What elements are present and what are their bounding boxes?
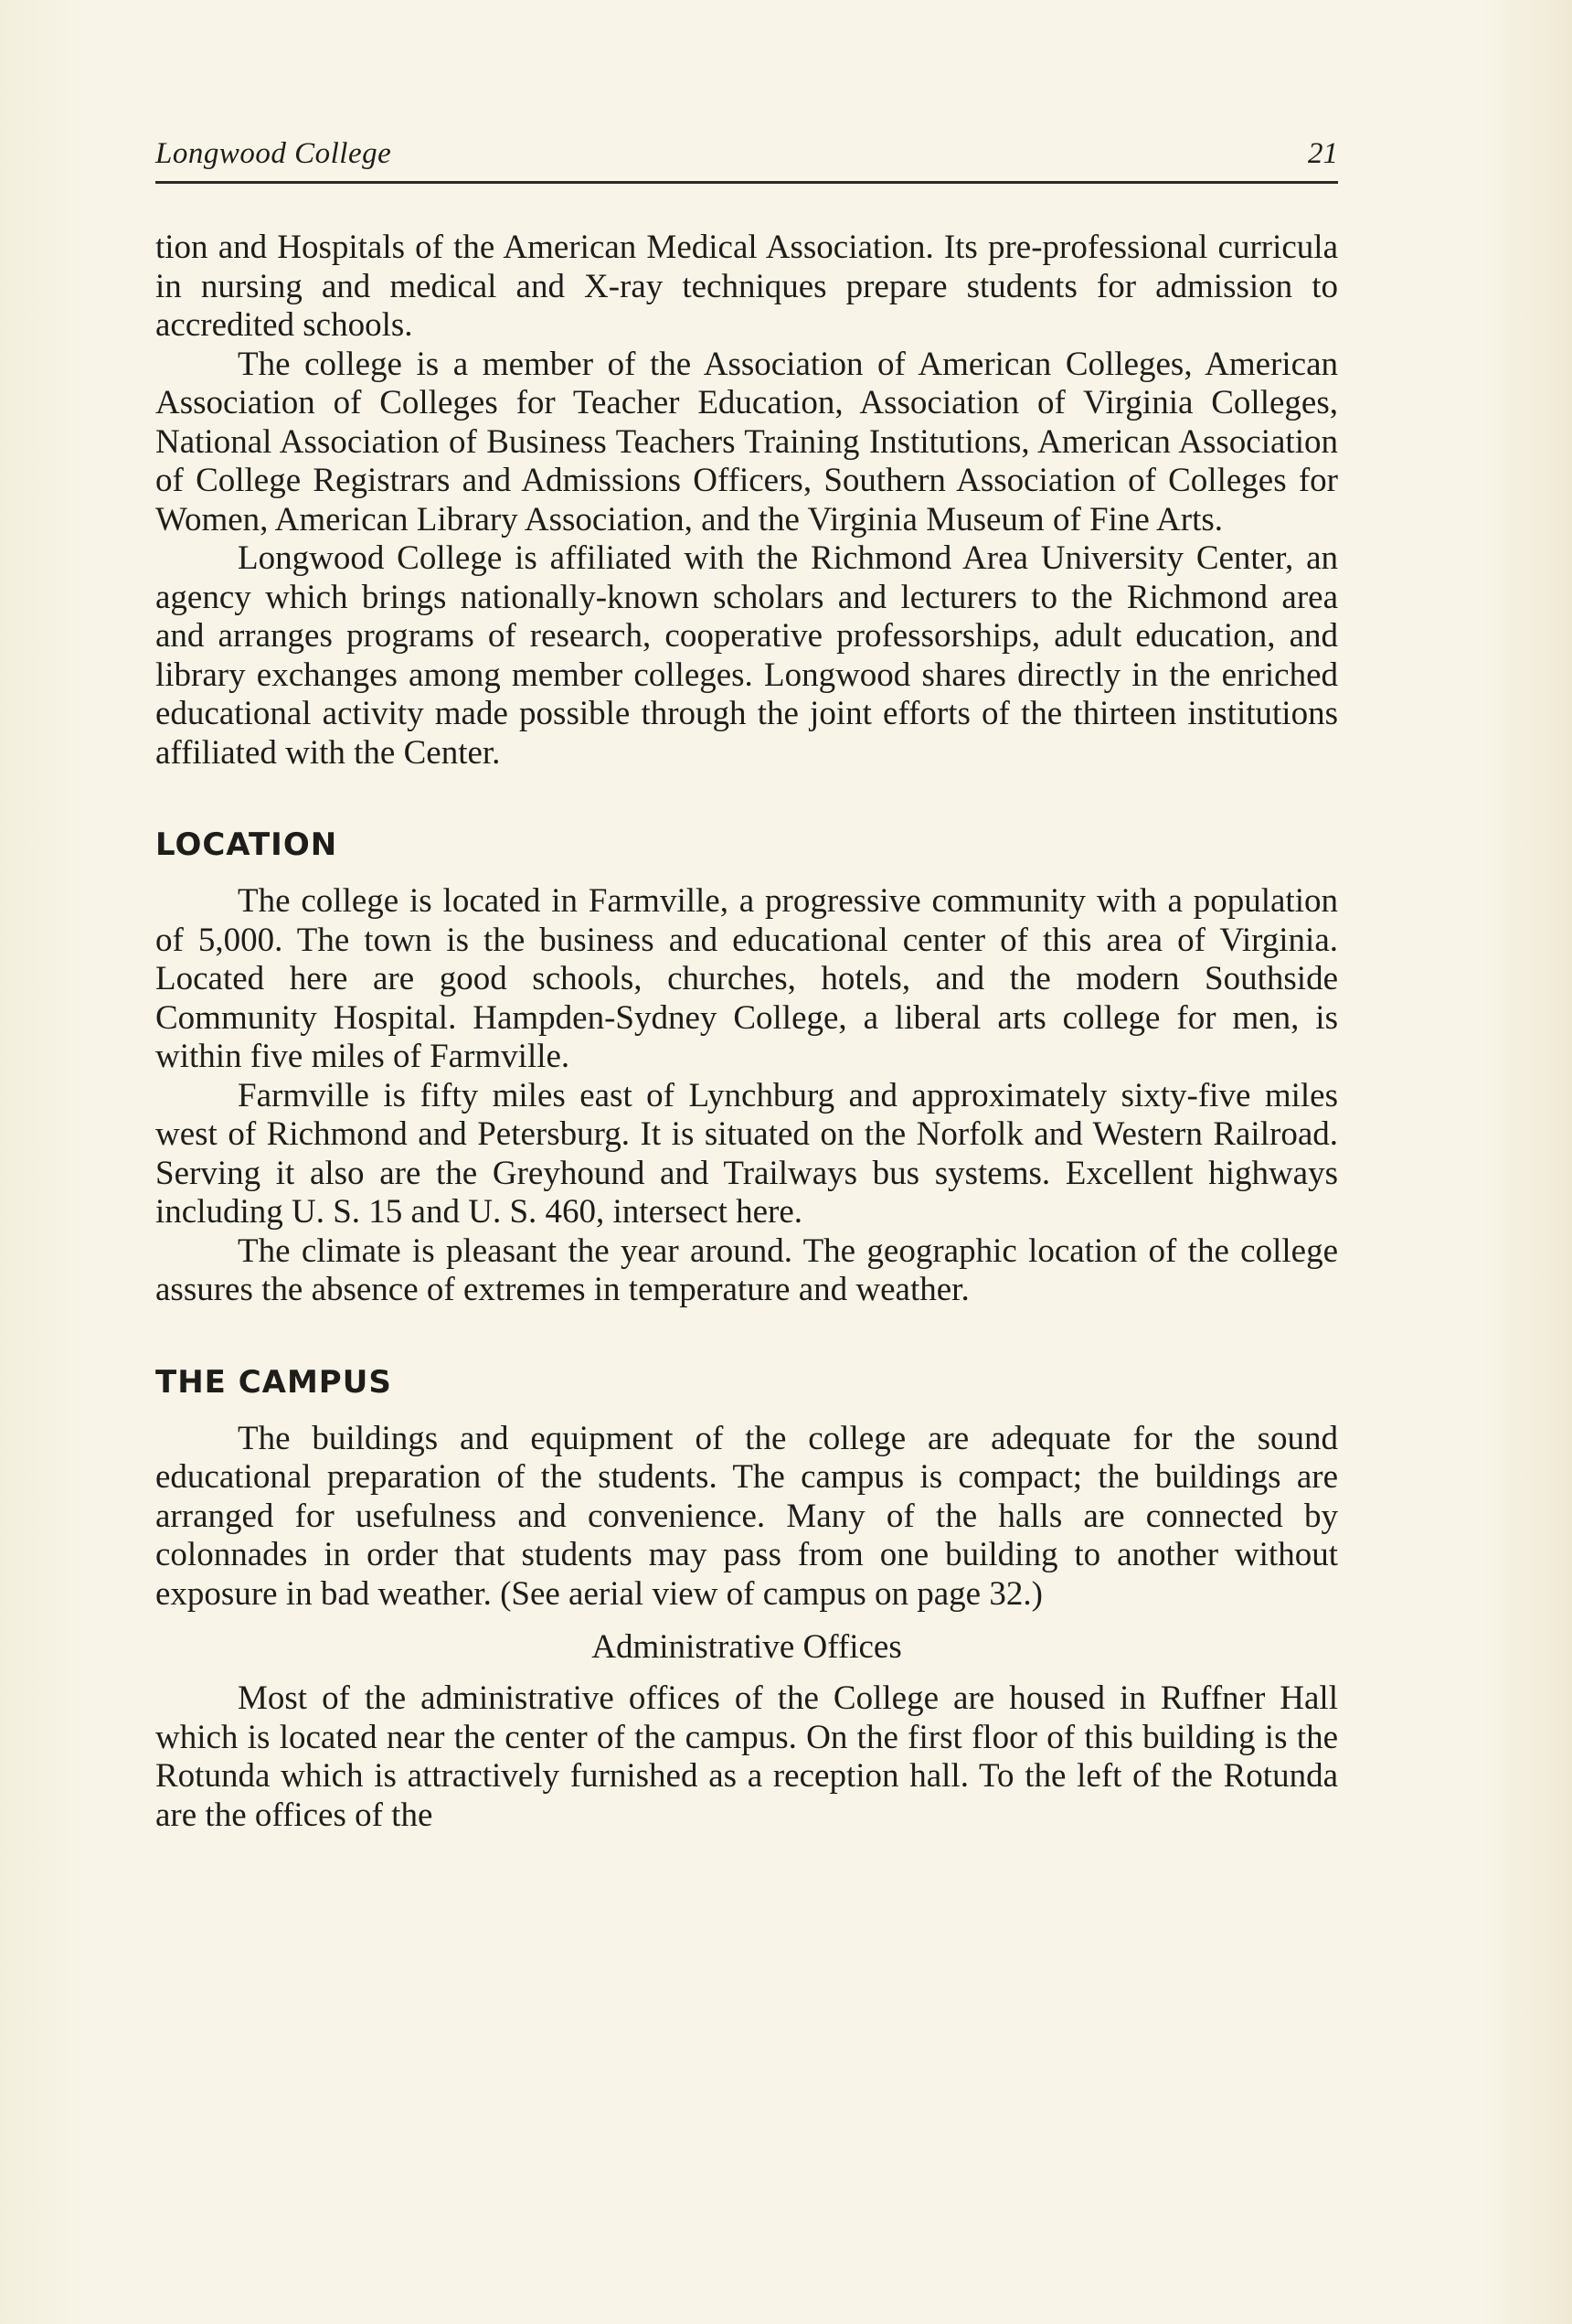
paragraph-continuation: tion and Hospitals of the American Medical Association. Its pre-professional curricula in nursing and medical and X-ray techniques prepare students for admission to accredited schools. <box>155 229 1338 344</box>
paragraph-affiliation: Longwood College is affiliated with the Richmond Area University Center, an agency which brings nationally-known scholars and lecturers to the Richmond area and arranges programs of research, cooperative professorships, adult education, and library exchanges among member colleges. Longwood shares directly in the enriched educational activity made possible through the joint efforts of the thirteen institutions affiliated with the Center. <box>155 539 1338 772</box>
paragraph-campus: The buildings and equipment of the college are adequate for the sound educational preparation of the students. The campus is compact; the buildings are arranged for usefulness and convenience. Many of the halls are connected by colonnades in order that students may pass from one building to another without exposure in bad weather. (See aerial view of campus on page 32.) <box>155 1419 1338 1613</box>
paragraph-location-transport: Farmville is fifty miles east of Lynchburg and approximately sixty-five miles west of Richmond and Petersburg. It is situated on the Norfolk and Western Railroad. Serving it also are the Greyhound and Trailways bus systems. Excellent highways including U. S. 15 and U. S. 460, intersect here. <box>155 1076 1338 1231</box>
heading-campus: THE CAMPUS <box>155 1363 392 1401</box>
page-body <box>155 229 1338 1835</box>
paragraph-location-climate: The climate is pleasant the year around. The geographic location of the college assures the absence of extremes in temperature and weather. <box>155 1231 1338 1308</box>
page-header <box>155 133 1338 184</box>
running-title: Longwood College <box>155 137 392 170</box>
paragraph-memberships: The college is a member of the Association of American Colleges, American Association of Colleges for Teacher Education, Association of Virginia Colleges, National Association of Business Teachers Training Institutions, American Association of College Registrars and Admissions Officers, Southern Association of Colleges for Women, American Library Association, and the Virginia Museum of Fine Arts. <box>155 345 1338 538</box>
paragraph-location-town: The college is located in Farmville, a progressive community with a population of 5,000. The town is the business and educational center of this area of Virginia. Located here are good schools, churches, hotels, and the modern Southside Community Hospital. Hampden-Sydney College, a liberal arts college for men, is within five miles of Farmville. <box>155 882 1338 1075</box>
page-number: 21 <box>1308 137 1338 170</box>
heading-location: LOCATION <box>155 826 338 863</box>
subheading-administrative-offices: Administrative Offices <box>591 1628 902 1666</box>
paragraph-administrative-offices: Most of the administrative offices of the College are housed in Ruffner Hall which is located near the center of the campus. On the first floor of this building is the Rotunda which is attractively furnished as a reception hall. To the left of the Rotunda are the offices of the <box>155 1679 1338 1834</box>
